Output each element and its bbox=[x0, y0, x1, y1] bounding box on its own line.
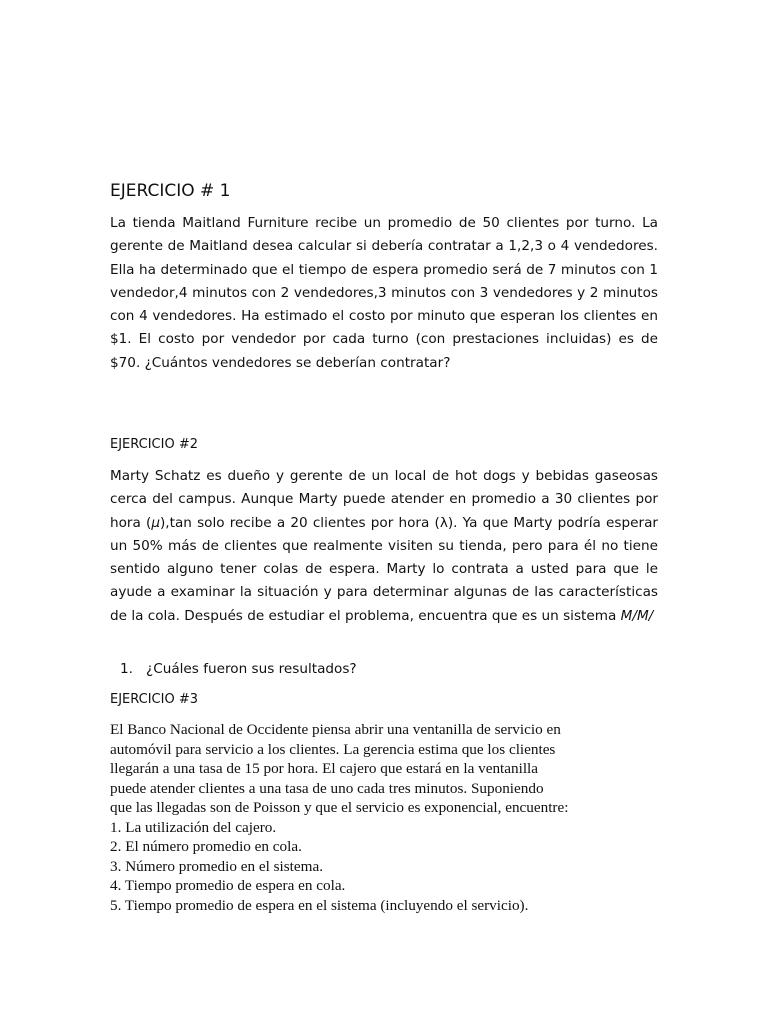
exercise-3-item: 2. El número promedio en cola. bbox=[110, 838, 302, 855]
question-item bbox=[110, 658, 357, 680]
exercise-1-title: EJERCICIO # 1 bbox=[110, 181, 231, 201]
mu-symbol: μ bbox=[151, 514, 160, 531]
exercise-1-body: La tienda Maitland Furniture recibe un promedio de 50 clientes por turno. La gerente de Maitland desea calcular si debería contratar a 1,2,3 o 4 vendedores. Ella ha determinado que el tiempo de espera promedio será de 7 minutos con 1 vendedor,4 minutos con 2 vendedores,3 minutos con 3 vendedores y 2 minutos con 4 vendedores. Ha estimado el costo por minuto que esperan los clientes en $1. El costo por vendedor por cada turno (con prestaciones incluidas) es de $70. ¿Cuántos vendedores se deberían contratar? bbox=[110, 215, 658, 371]
queue-model: M/M/ bbox=[620, 607, 654, 624]
exercise-2-title: EJERCICIO #2 bbox=[110, 437, 198, 452]
question-number: 1. bbox=[120, 661, 133, 677]
exercise-3-title: EJERCICIO #3 bbox=[110, 692, 198, 707]
exercise-3-line: llegarán a una tasa de 15 por hora. El cajero que estará en la ventanilla bbox=[110, 760, 539, 777]
exercise-3-line: automóvil para servicio a los clientes. La gerencia estima que los clientes bbox=[110, 740, 556, 758]
exercise-3-line: El Banco Nacional de Occidente piensa abrir una ventanilla de servicio en bbox=[110, 721, 561, 738]
exercise-2-body bbox=[110, 465, 658, 628]
exercise-3-line: que las llegadas son de Poisson y que el servicio es exponencial, encuentre: bbox=[110, 799, 569, 816]
exercise-3-item: 1. La utilización del cajero. bbox=[110, 818, 277, 836]
exercise-3-body bbox=[110, 720, 670, 915]
exercise-3-item: 4. Tiempo promedio de espera en cola. bbox=[110, 877, 346, 894]
exercise-2-body-part2: ),tan solo recibe a 20 clientes por hora (λ). Ya que Marty podría esperar un 50% más de clientes que realmente visiten su tienda, pero para él no tiene sentido alguno tener colas de espera. Marty lo contrata a usted para que le ayude a examinar la situación y para determinar algunas de las características de la cola. Después de estudiar el problema, encuentra que es un sistema bbox=[110, 514, 658, 624]
exercise-3-line: puede atender clientes a una tasa de uno cada tres minutos. Suponiendo bbox=[110, 779, 544, 797]
exercise-3-item: 5. Tiempo promedio de espera en el sistema (incluyendo el servicio). bbox=[110, 896, 529, 914]
exercise-2-questions bbox=[110, 658, 357, 680]
question-text: ¿Cuáles fueron sus resultados? bbox=[146, 661, 357, 677]
exercise-2-body-part1: Marty Schatz es dueño y gerente de un local de hot dogs y bebidas gaseosas cerca del campus. Aunque Marty puede atender en promedio a 30 clientes por hora ( bbox=[110, 468, 658, 531]
exercise-3-item: 3. Número promedio en el sistema. bbox=[110, 857, 323, 875]
